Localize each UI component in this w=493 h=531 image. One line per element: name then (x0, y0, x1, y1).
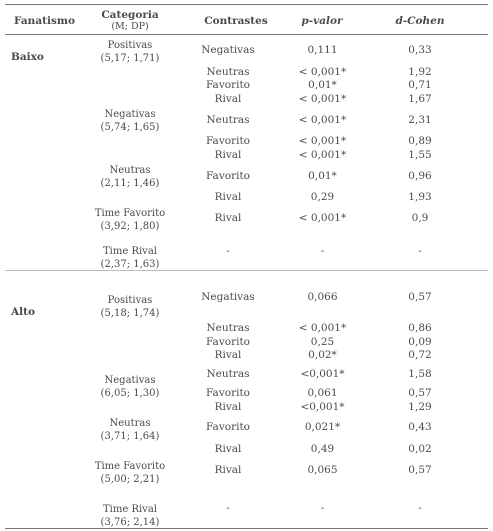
contrast-cell: Rival (214, 212, 242, 224)
pvalue-cell: 0,021* (304, 421, 341, 433)
contrast-cell: Neutras (206, 114, 250, 126)
contrast-cell: Rival (214, 349, 242, 361)
dcohen-cell: 0,02 (408, 443, 432, 455)
pvalue-cell: 0,061 (307, 387, 338, 399)
category-name: Positivas (107, 295, 153, 306)
dcohen-cell: 0,57 (408, 464, 432, 476)
contrast-cell: Rival (214, 93, 242, 105)
pvalue-cell: - (320, 245, 325, 257)
category-stats: (6,05; 1,30) (100, 388, 160, 399)
pvalue-cell: 0,25 (310, 336, 335, 348)
header-dcohen-label: d-Cohen (395, 15, 445, 27)
dcohen-cell: 2,31 (408, 114, 432, 126)
category-stats: (5,18; 1,74) (100, 308, 160, 319)
contrast-cell: Rival (214, 191, 242, 203)
category-cell (60, 39, 200, 65)
dcohen-cell: 1,55 (408, 149, 432, 161)
pvalue-cell: < 0,001* (298, 149, 347, 161)
category-stats: (5,17; 1,71) (100, 53, 160, 64)
dcohen-cell: 0,57 (408, 387, 432, 399)
contrast-cell: Negativas (201, 44, 255, 56)
dcohen-cell: 0,57 (408, 291, 432, 303)
category-stats: (3,71; 1,64) (100, 431, 160, 442)
category-cell (60, 207, 200, 233)
category-name: Time Rival (103, 504, 157, 515)
contrast-cell: Rival (214, 401, 242, 413)
category-name: Time Favorito (94, 208, 166, 219)
contrast-cell: Favorito (205, 336, 250, 348)
contrast-cell: Favorito (205, 387, 250, 399)
contrast-cell: Favorito (205, 79, 250, 91)
dcohen-cell: 0,86 (408, 322, 432, 334)
contrast-cell: - (226, 245, 230, 257)
dcohen-cell: 1,58 (408, 368, 432, 380)
pvalue-cell: 0,01* (308, 170, 337, 182)
category-name: Positivas (107, 40, 153, 51)
dcohen-cell: 0,72 (408, 349, 432, 361)
dcohen-cell: 0,43 (408, 421, 432, 433)
dcohen-cell: 1,92 (408, 66, 432, 78)
header-categoria-label: Categoria (101, 9, 159, 21)
contrast-cell: Rival (214, 443, 242, 455)
pvalue-cell: 0,01* (308, 79, 337, 91)
pvalue-cell: < 0,001* (298, 66, 347, 78)
pvalue-cell: < 0,001* (298, 212, 347, 224)
contrast-cell: Neutras (206, 322, 250, 334)
pvalue-cell: 0,49 (310, 443, 335, 455)
contrast-cell: - (226, 502, 230, 514)
dcohen-cell: 1,29 (408, 401, 432, 413)
group-label-baixo: Baixo (11, 51, 44, 63)
contrast-cell: Rival (214, 149, 242, 161)
category-cell (60, 503, 200, 529)
dcohen-cell: 0,33 (408, 44, 432, 56)
group-label-alto: Alto (11, 306, 35, 318)
category-cell (60, 417, 200, 443)
header-fanatismo: Fanatismo (14, 15, 75, 27)
category-name: Negativas (104, 375, 156, 386)
dcohen-cell: 0,89 (408, 135, 432, 147)
category-stats: (2,11; 1,46) (100, 178, 160, 189)
pvalue-cell: <0,001* (300, 368, 345, 380)
category-name: Neutras (109, 418, 151, 429)
pvalue-cell: - (320, 502, 325, 514)
category-cell (60, 245, 200, 271)
header-categoria (90, 9, 170, 33)
category-name: Time Favorito (94, 461, 166, 472)
header-pvalor-label: p-valor (301, 15, 343, 27)
category-stats: (5,74; 1,65) (100, 122, 160, 133)
header-rule (5, 34, 488, 35)
pvalue-cell: 0,066 (307, 291, 338, 303)
pvalue-cell: < 0,001* (298, 322, 347, 334)
dcohen-cell: - (418, 502, 422, 514)
category-cell (60, 374, 200, 400)
header-dcohen (390, 15, 450, 27)
header-categoria-sub: (M; DP) (111, 21, 149, 32)
contrast-cell: Negativas (201, 291, 255, 303)
category-stats: (2,37; 1,63) (100, 259, 160, 270)
contrast-cell: Favorito (205, 170, 250, 182)
pvalue-cell: 0,02* (308, 349, 337, 361)
category-cell (60, 108, 200, 134)
pvalue-cell: <0,001* (300, 401, 345, 413)
header-contrastes: Contrastes (204, 15, 268, 27)
pvalue-cell: < 0,001* (298, 114, 347, 126)
bottom-rule (5, 528, 488, 529)
contrast-cell: Neutras (206, 66, 250, 78)
pvalue-cell: < 0,001* (298, 93, 347, 105)
dcohen-cell: 0,9 (411, 212, 429, 224)
top-rule (5, 4, 488, 5)
pvalue-cell: < 0,001* (298, 135, 347, 147)
dcohen-cell: 0,09 (408, 336, 432, 348)
contrast-cell: Rival (214, 464, 242, 476)
header-pvalor (292, 15, 352, 27)
category-cell (60, 164, 200, 190)
pvalue-cell: 0,29 (310, 191, 335, 203)
dcohen-cell: 1,93 (408, 191, 432, 203)
pvalue-cell: 0,065 (307, 464, 338, 476)
category-stats: (3,76; 2,14) (100, 517, 160, 528)
category-name: Time Rival (103, 246, 157, 257)
category-cell (60, 294, 200, 320)
contrast-cell: Favorito (205, 135, 250, 147)
category-stats: (5,00; 2,21) (100, 474, 160, 485)
dcohen-cell: 0,71 (408, 79, 432, 91)
dcohen-cell: 1,67 (408, 93, 432, 105)
category-cell (60, 460, 200, 486)
category-name: Neutras (109, 165, 151, 176)
dcohen-cell: - (418, 245, 422, 257)
category-stats: (3,92; 1,80) (100, 221, 160, 232)
contrast-cell: Favorito (205, 421, 250, 433)
dcohen-cell: 0,96 (408, 170, 432, 182)
contrast-cell: Neutras (206, 368, 250, 380)
pvalue-cell: 0,111 (307, 44, 338, 56)
category-name: Negativas (104, 109, 156, 120)
